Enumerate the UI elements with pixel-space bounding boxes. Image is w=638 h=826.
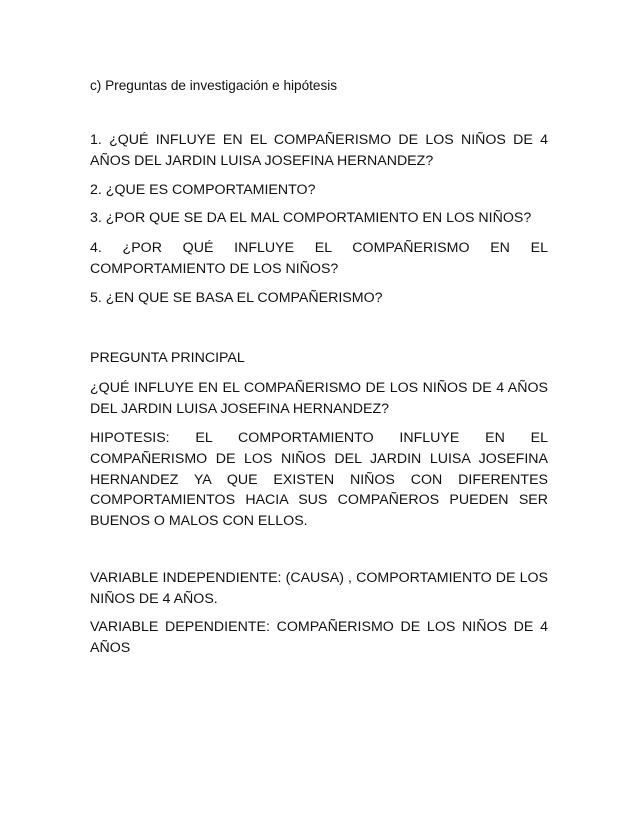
main-question: ¿QUÉ INFLUYE EN EL COMPAÑERISMO DE LOS NIÑOS DE 4 AÑOS DEL JARDIN LUISA JOSEFINA HERNANDEZ? [90, 380, 548, 417]
research-question-4: 4. ¿POR QUÉ INFLUYE EL COMPAÑERISMO EN EL COMPORTAMIENTO DE LOS NIÑOS? [90, 240, 548, 277]
research-question-5: 5. ¿EN QUE SE BASA EL COMPAÑERISMO? [90, 290, 383, 306]
dependent-variable: VARIABLE DEPENDIENTE: COMPAÑERISMO DE LOS NIÑOS DE 4 AÑOS [90, 619, 548, 656]
hypothesis: HIPOTESIS: EL COMPORTAMIENTO INFLUYE EN EL COMPAÑERISMO DE LOS NIÑOS DEL JARDIN LUISA JOSEFINA HERNANDEZ YA QUE EXISTEN NIÑOS CON DIFERENTES COMPORTAMIENTOS HACIA SUS COMPAÑEROS PUEDEN SER BUENOS O MALOS CON ELLOS. [90, 430, 548, 530]
research-question-3: 3. ¿POR QUE SE DA EL MAL COMPORTAMIENTO EN LOS NIÑOS? [90, 210, 532, 226]
independent-variable: VARIABLE INDEPENDIENTE: (CAUSA) , COMPORTAMIENTO DE LOS NIÑOS DE 4 AÑOS. [90, 570, 548, 607]
section-heading: c) Preguntas de investigación e hipótesis [90, 78, 338, 93]
research-question-2: 2. ¿QUE ES COMPORTAMIENTO? [90, 182, 316, 198]
research-question-1: 1. ¿QUÉ INFLUYE EN EL COMPAÑERISMO DE LOS NIÑOS DE 4 AÑOS DEL JARDIN LUISA JOSEFINA HERNANDEZ? [90, 132, 548, 169]
main-question-title: PREGUNTA PRINCIPAL [90, 350, 245, 366]
